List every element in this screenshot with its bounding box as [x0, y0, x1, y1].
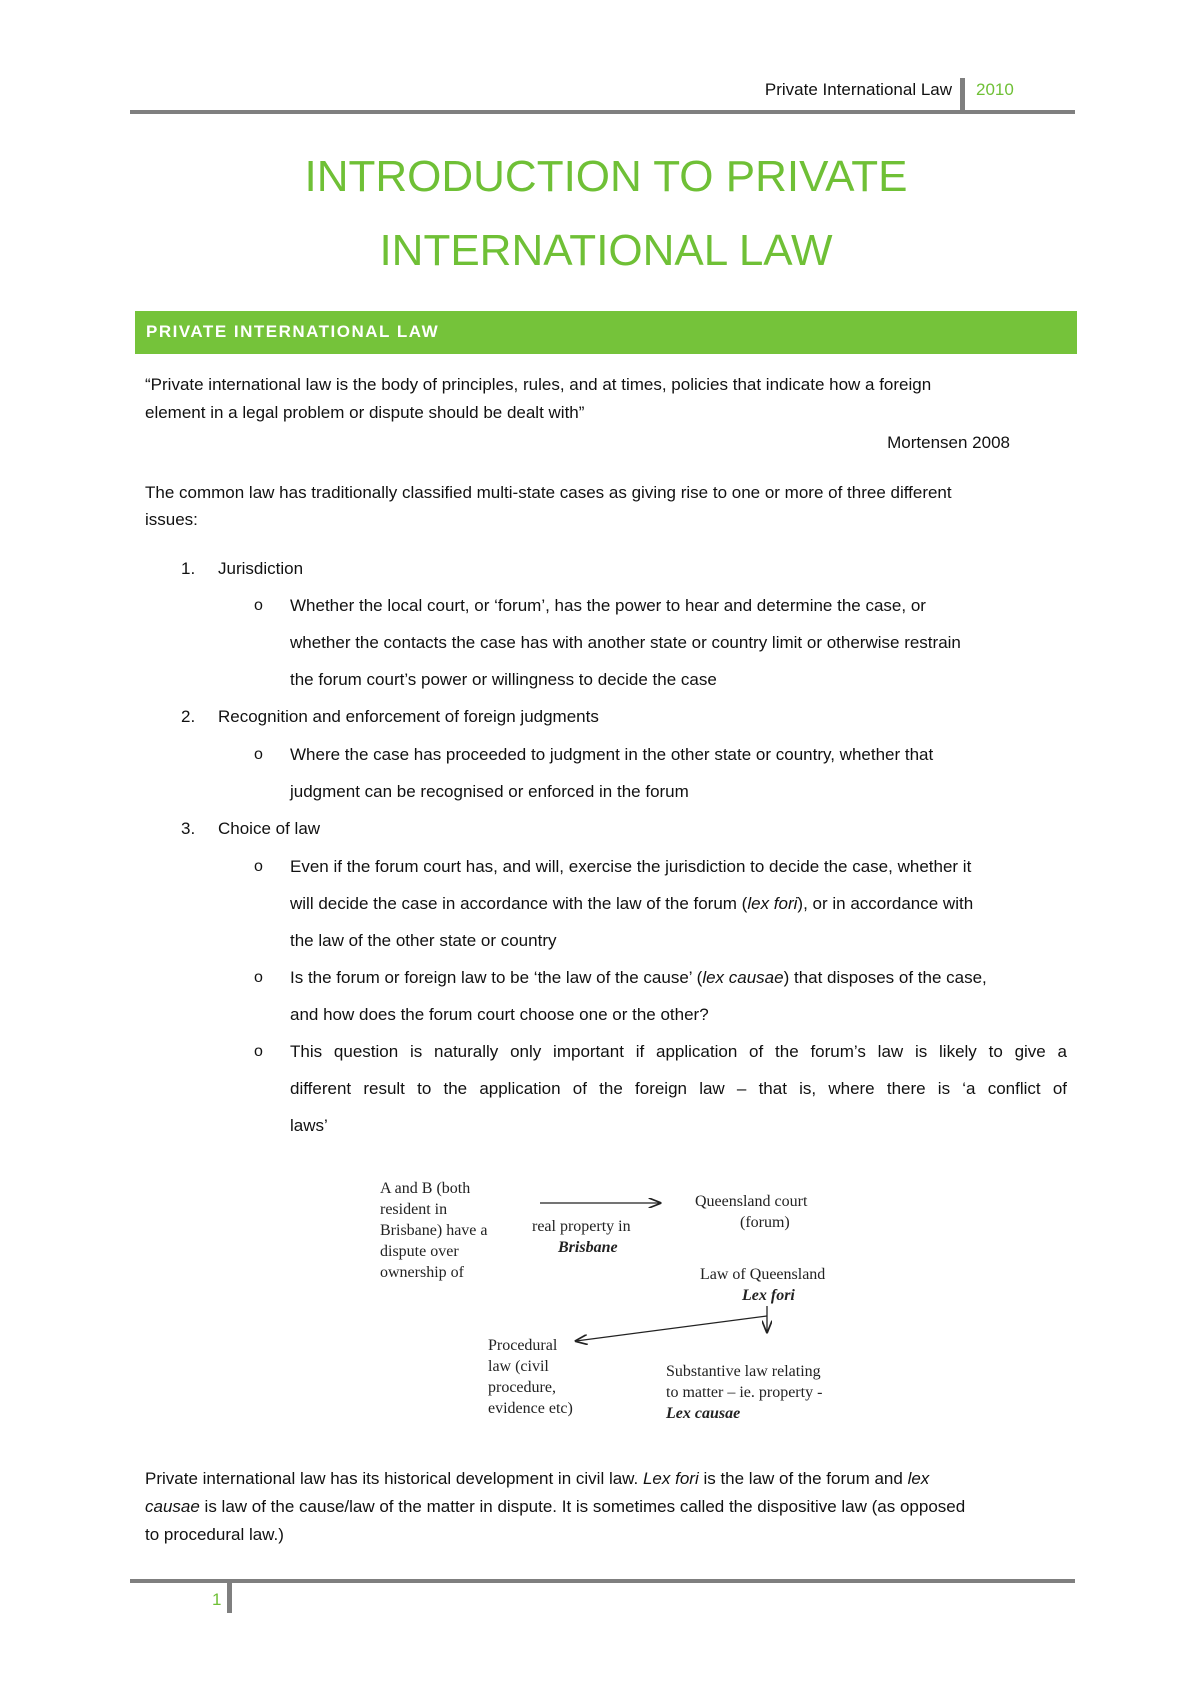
footer-divider: [227, 1583, 232, 1613]
list-item-2-sub-line-1: Where the case has proceeded to judgment in the other state or country, whether that: [290, 745, 934, 764]
list-item-3-sub-1-line-3: the law of the other state or country: [290, 931, 557, 950]
footer-rule: [130, 1579, 1075, 1583]
page-title-line-1: INTRODUCTION TO PRIVATE: [304, 152, 908, 201]
list-number-3: 3.: [181, 819, 196, 838]
header-title: Private International Law: [764, 80, 952, 99]
list-number-2: 2.: [181, 707, 196, 726]
list-item-1-sub-line-1: Whether the local court, or ‘forum’, has the power to hear and determine the case, or: [290, 596, 926, 615]
page-number: 1: [212, 1590, 222, 1609]
list-label-choice-of-law: Choice of law: [218, 819, 321, 838]
list-item-3-sub-3-line-3: laws’: [290, 1116, 328, 1135]
page-title-line-2: INTERNATIONAL LAW: [379, 226, 833, 275]
diagram-property-text: real property in: [532, 1218, 631, 1235]
list-item-3-sub-1-line-2: will decide the case in accordance with the law of the forum (lex fori), or in accordance with: [290, 894, 974, 913]
intro-line-2: issues:: [145, 510, 198, 529]
quote-line-2: element in a legal problem or dispute should be dealt with”: [145, 403, 585, 422]
diagram-substantive-line: to matter – ie. property -: [666, 1384, 823, 1401]
list-item-1-sub-line-2: whether the contacts the case has with another state or country limit or otherwise restrain: [290, 633, 961, 652]
diagram-parties-line: dispute over: [380, 1243, 459, 1260]
closing-line-2: causae is law of the cause/law of the matter in dispute. It is sometimes called the dispositive law (as opposed: [145, 1497, 966, 1516]
diagram-procedural-line: Procedural: [488, 1337, 558, 1354]
list-label-recognition: Recognition and enforcement of foreign judgments: [218, 707, 599, 726]
lex-causae-italic: lex causae: [702, 968, 784, 987]
diagram-parties-line: resident in: [380, 1201, 448, 1218]
diagram-court-line: Queensland court: [695, 1193, 808, 1210]
diagram-parties-line: A and B (both: [380, 1180, 471, 1197]
quote-line-1: “Private international law is the body of principles, rules, and at times, policies that indicate how a foreign: [145, 375, 932, 394]
diagram-lex-causae: Lex causae: [666, 1405, 741, 1422]
diagram-parties-line: ownership of: [380, 1264, 464, 1281]
list-item-3-sub-3-line-1: This question is naturally only important if application of the forum’s law is likely to give a: [290, 1042, 1067, 1061]
list-item-3-sub-3-line-2: different result to the application of the foreign law – that is, where there is ‘a conflict of: [290, 1079, 1067, 1098]
diagram-law-text: Law of Queensland: [700, 1266, 826, 1283]
section-heading-band: [135, 311, 1077, 354]
diagram-property-place: Brisbane: [558, 1239, 618, 1256]
diagram-lex-fori: Lex fori: [742, 1287, 795, 1304]
header-year: 2010: [976, 80, 1014, 99]
bullet-icon: o: [254, 746, 263, 763]
bullet-icon: o: [254, 597, 263, 614]
list-label-jurisdiction: Jurisdiction: [218, 559, 304, 578]
lex-fori-italic: lex fori: [747, 894, 798, 913]
list-item-3-sub-1-line-1: Even if the forum court has, and will, exercise the jurisdiction to decide the case, whether it: [290, 857, 972, 876]
lex-fori-diagram: [370, 1170, 870, 1430]
diagram-parties-line: Brisbane) have a: [380, 1222, 488, 1239]
diagram-procedural-line: law (civil: [488, 1358, 549, 1375]
bullet-icon: o: [254, 858, 263, 875]
list-item-3-sub-2-line-2: and how does the forum court choose one or the other?: [290, 1005, 709, 1024]
bullet-icon: o: [254, 969, 263, 986]
quote-attribution: Mortensen 2008: [887, 433, 1010, 452]
bullet-icon: o: [254, 1043, 263, 1060]
closing-line-1: Private international law has its historical development in civil law. Lex fori is the law of the forum and lex: [145, 1469, 930, 1488]
list-item-2-sub-line-2: judgment can be recognised or enforced in the forum: [290, 782, 689, 801]
diagram-substantive-line: Substantive law relating: [666, 1363, 821, 1380]
diagram-court-line: (forum): [740, 1214, 790, 1231]
section-heading: PRIVATE INTERNATIONAL LAW: [146, 322, 440, 341]
list-item-3-sub-2-line-1: Is the forum or foreign law to be ‘the law of the cause’ (lex causae) that disposes of the case,: [290, 968, 987, 987]
diagram-parties-text: [380, 1180, 488, 1281]
diagram-procedural-line: procedure,: [488, 1379, 556, 1396]
closing-line-3: to procedural law.): [145, 1525, 284, 1544]
diagram-procedural-line: evidence etc): [488, 1400, 573, 1417]
header-divider: [960, 78, 965, 110]
list-number-1: 1.: [181, 559, 196, 578]
header-rule: [130, 110, 1075, 114]
intro-line-1: The common law has traditionally classified multi-state cases as giving rise to one or more of three different: [145, 483, 952, 502]
diagram-arrow-to-procedural: [576, 1316, 767, 1341]
list-item-1-sub-line-3: the forum court’s power or willingness to decide the case: [290, 670, 717, 689]
